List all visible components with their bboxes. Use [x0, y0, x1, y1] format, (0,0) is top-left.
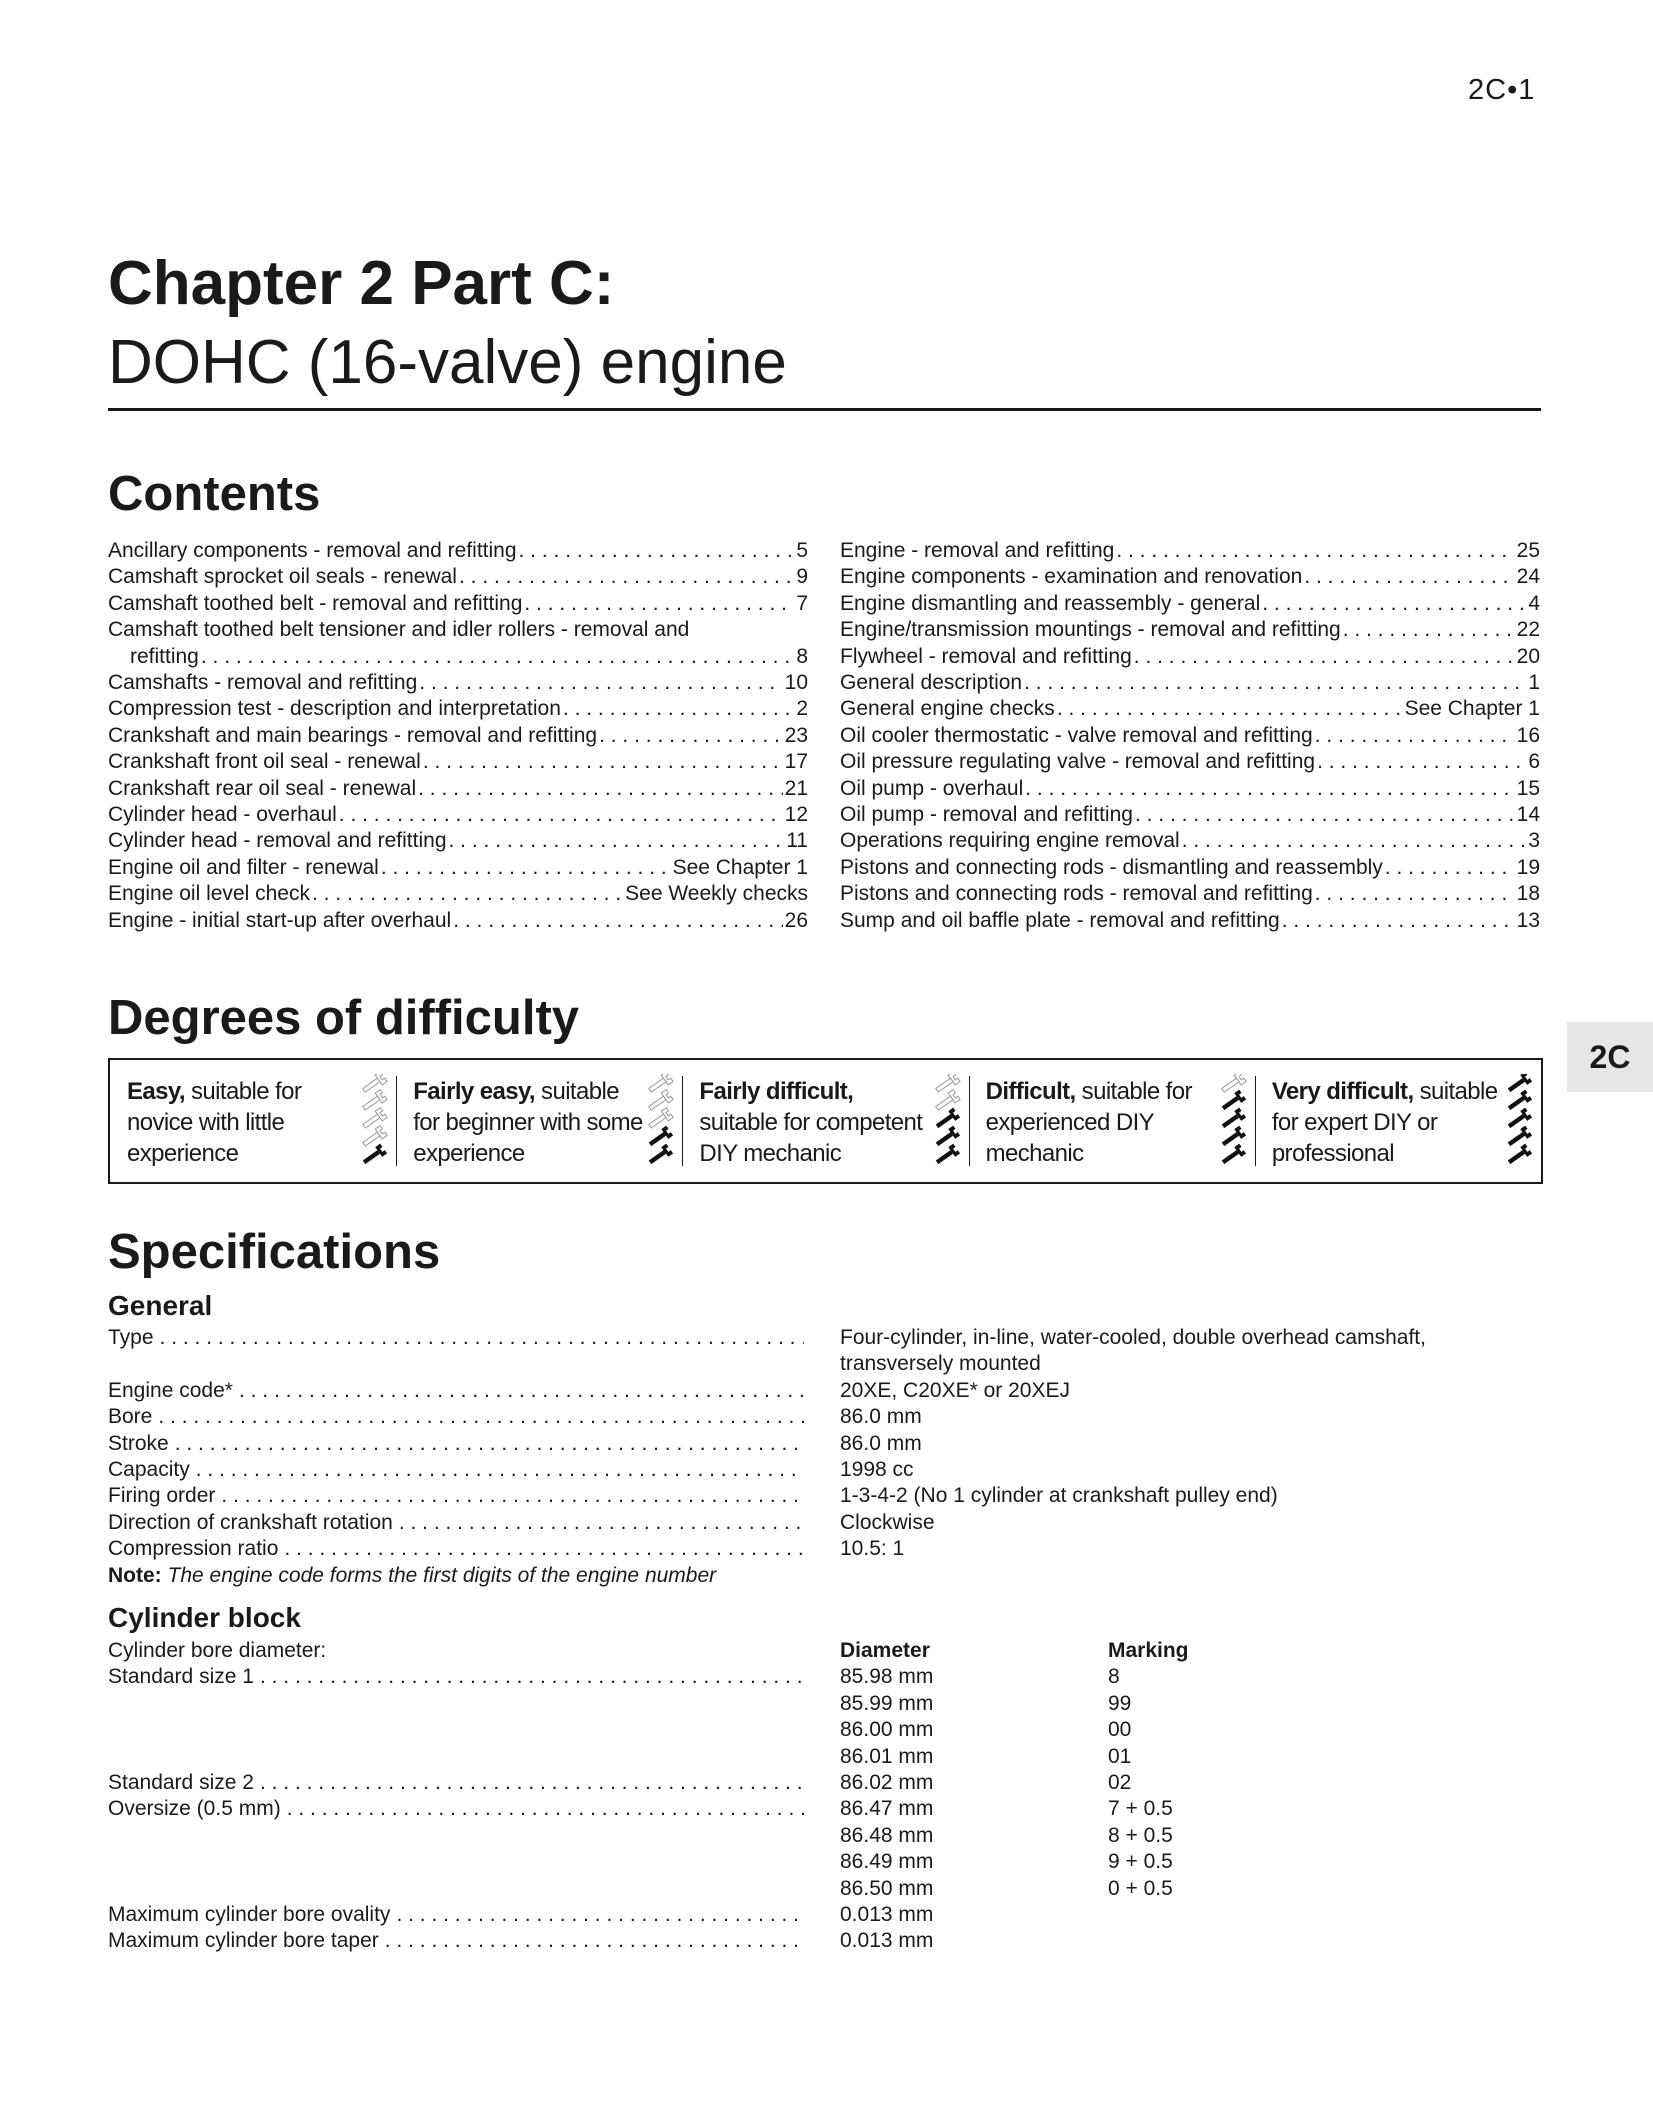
difficulty-level-name: Difficult, — [985, 1078, 1076, 1105]
spec-leader-dots — [284, 1536, 804, 1562]
difficulty-description — [127, 1076, 357, 1169]
toc-leader-dots — [453, 908, 782, 934]
bore-marking-value: 01 — [1108, 1744, 1132, 1768]
spec-value — [840, 1849, 1480, 1875]
toc-entry-title-cont: refitting — [130, 644, 199, 668]
spec-label-text: Firing order — [108, 1484, 216, 1508]
toc-entry-page: 6 — [1528, 750, 1540, 774]
toc-entry-title: Crankshaft front oil seal - renewal — [108, 750, 421, 774]
toc-entry-title: Compression test - description and interpretation — [108, 697, 561, 721]
bore-marking-value: 02 — [1108, 1771, 1132, 1795]
spanner-rating-icon — [644, 1074, 674, 1170]
contents-left-column — [108, 538, 808, 934]
bore-marking-value: 8 + 0.5 — [1108, 1823, 1173, 1847]
spec-label-text: Maximum cylinder bore taper — [108, 1929, 379, 1953]
spec-label-text: Maximum cylinder bore ovality — [108, 1903, 391, 1927]
toc-entry-page: 22 — [1516, 618, 1540, 642]
spanner-filled-icon — [1506, 1126, 1533, 1150]
toc-entry — [108, 776, 808, 802]
toc-leader-dots — [449, 828, 785, 854]
toc-leader-dots — [524, 591, 794, 617]
toc-leader-dots — [1343, 617, 1515, 643]
toc-leader-dots — [423, 749, 783, 775]
difficulty-level-name: Fairly easy, — [413, 1078, 535, 1105]
toc-leader-dots — [1385, 855, 1515, 881]
spec-label — [108, 1717, 808, 1743]
spec-label-text: Direction of crankshaft rotation — [108, 1510, 393, 1534]
toc-entry-title: Crankshaft and main bearings - removal and refitting — [108, 723, 598, 747]
difficulty-level-text: suitable for novice with little experience — [127, 1078, 302, 1167]
spec-leader-dots — [158, 1404, 804, 1430]
difficulty-level-text: suitable for competent DIY mechanic — [699, 1109, 923, 1167]
toc-leader-dots — [1315, 881, 1515, 907]
general-spec-list — [108, 1325, 1541, 1589]
spanner-outline-icon — [1219, 1074, 1246, 1095]
difficulty-description — [699, 1076, 929, 1169]
toc-entry-page: 18 — [1516, 882, 1540, 906]
spec-label — [108, 1325, 808, 1351]
bore-diameter-value: 86.02 mm — [840, 1771, 934, 1795]
spec-leader-dots — [260, 1770, 804, 1796]
spanner-filled-icon — [1506, 1090, 1533, 1114]
spanner-filled-icon — [933, 1108, 960, 1132]
spec-label — [108, 1378, 808, 1404]
difficulty-heading: Degrees of difficulty — [108, 991, 580, 1045]
spec-value — [840, 1928, 1480, 1954]
spanner-outline-icon — [933, 1074, 960, 1095]
toc-entry — [108, 538, 808, 564]
spanner-rating-icon — [931, 1074, 961, 1170]
bore-marking-value: 0 + 0.5 — [1108, 1876, 1173, 1900]
toc-entry-title: Pistons and connecting rods - removal and refitting — [840, 882, 1313, 906]
spec-label-empty — [108, 1351, 808, 1377]
toc-leader-dots — [1116, 538, 1514, 564]
spec-row-continuation — [108, 1351, 1541, 1377]
toc-entry-title: Oil pump - removal and refitting — [840, 803, 1133, 827]
spec-row — [108, 1378, 1541, 1404]
toc-entry — [840, 908, 1540, 934]
toc-leader-dots — [339, 802, 783, 828]
toc-entry — [840, 644, 1540, 670]
spec-value — [840, 1876, 1480, 1902]
toc-entry-title: Pistons and connecting rods - dismantling and reassembly — [840, 855, 1383, 879]
toc-entry-page: 25 — [1516, 539, 1540, 562]
difficulty-level-text: suitable for beginner with some experience — [413, 1078, 643, 1167]
spec-value — [840, 1691, 1480, 1717]
toc-leader-dots — [1024, 670, 1526, 696]
spanner-outline-icon — [647, 1074, 674, 1095]
toc-entry — [840, 564, 1540, 590]
toc-entry — [108, 749, 808, 775]
toc-entry-title: Flywheel - removal and refitting — [840, 644, 1132, 668]
spec-label-text: Capacity — [108, 1458, 190, 1482]
spec-label — [108, 1849, 808, 1875]
spanner-outline-icon — [933, 1090, 960, 1114]
spec-row — [108, 1823, 1541, 1849]
spanner-filled-icon — [1219, 1108, 1246, 1132]
toc-entry-title: Engine/transmission mountings - removal and refitting — [840, 618, 1341, 642]
spec-leader-dots — [196, 1457, 804, 1483]
difficulty-level-name: Fairly difficult, — [699, 1078, 854, 1105]
difficulty-level — [396, 1060, 682, 1182]
bore-diameter-value: 86.01 mm — [840, 1744, 934, 1768]
spanner-filled-icon — [933, 1144, 960, 1168]
toc-leader-dots — [201, 644, 794, 670]
spec-label — [108, 1431, 808, 1457]
spec-label-text: Oversize (0.5 mm) — [108, 1797, 281, 1821]
spec-leader-dots — [160, 1325, 804, 1351]
spec-row — [108, 1510, 1541, 1536]
bore-marking-value: 7 + 0.5 — [1108, 1797, 1173, 1821]
spec-label-text: Stroke — [108, 1431, 169, 1455]
toc-entry-page: 17 — [784, 750, 808, 774]
toc-leader-dots — [418, 776, 783, 802]
spec-label — [108, 1823, 808, 1849]
toc-entry-title: Camshaft sprocket oil seals - renewal — [108, 565, 457, 589]
cylinder-block-spec-list — [108, 1638, 1541, 1955]
difficulty-level — [1255, 1060, 1541, 1182]
spanner-filled-icon — [1219, 1144, 1246, 1168]
toc-entry-title: Operations requiring engine removal — [840, 829, 1180, 853]
toc-entry-title: Engine components - examination and renovation — [840, 565, 1303, 589]
spec-row — [108, 1928, 1541, 1954]
spec-label — [108, 1770, 808, 1796]
title-rule — [108, 408, 1541, 411]
toc-entry-title: Ancillary components - removal and refitting — [108, 539, 517, 562]
toc-entry-title: Oil pressure regulating valve - removal and refitting — [840, 750, 1316, 774]
note-text: The engine code forms the first digits of the engine number — [161, 1563, 717, 1587]
spec-value — [840, 1664, 1480, 1690]
toc-entry — [108, 802, 808, 828]
toc-entry — [108, 617, 808, 670]
toc-entry-page: See Weekly checks — [625, 882, 808, 906]
bore-marking-value: 99 — [1108, 1691, 1132, 1715]
toc-entry-title: Engine - initial start-up after overhaul — [108, 908, 452, 932]
toc-entry — [108, 564, 808, 590]
toc-leader-dots — [1025, 776, 1514, 802]
spec-label — [108, 1404, 808, 1430]
spec-value: Four-cylinder, in-line, water-cooled, double overhead camshaft, — [840, 1326, 1426, 1349]
spec-value: 86.0 mm — [840, 1431, 922, 1455]
toc-leader-dots — [599, 723, 783, 749]
toc-entry-title: Crankshaft rear oil seal - renewal — [108, 776, 417, 800]
bore-diameter-value: 86.49 mm — [840, 1850, 934, 1874]
contents-right-column — [840, 538, 1540, 934]
cylinder-block-heading: Cylinder block — [108, 1602, 301, 1633]
toc-entry-page: 5 — [796, 539, 808, 562]
toc-leader-dots — [459, 564, 794, 590]
toc-entry-page: 10 — [784, 671, 808, 695]
general-heading: General — [108, 1290, 213, 1321]
toc-entry — [840, 723, 1540, 749]
spec-row — [108, 1744, 1541, 1770]
toc-entry-title: Camshaft toothed belt - removal and refitting — [108, 591, 523, 615]
toc-leader-dots — [1317, 749, 1526, 775]
toc-entry — [108, 696, 808, 722]
spec-label-text: Engine code* — [108, 1378, 233, 1402]
spanner-outline-icon — [361, 1108, 388, 1132]
spec-leader-dots — [260, 1664, 804, 1690]
toc-leader-dots — [1315, 723, 1515, 749]
bore-diameter-value: 86.00 mm — [840, 1718, 934, 1742]
spanner-filled-icon — [1219, 1126, 1246, 1150]
spec-label — [108, 1928, 808, 1954]
toc-entry-title: Camshafts - removal and refitting — [108, 671, 418, 695]
spec-value — [840, 1823, 1480, 1849]
toc-leader-dots — [1304, 564, 1514, 590]
toc-entry-title: Oil pump - overhaul — [840, 776, 1024, 800]
spanner-outline-icon — [361, 1090, 388, 1114]
spanner-outline-icon — [647, 1090, 674, 1114]
bore-diameter-value: 86.48 mm — [840, 1823, 934, 1847]
column-headers — [840, 1638, 1480, 1664]
spanner-filled-icon — [1506, 1108, 1533, 1132]
toc-leader-dots — [1057, 696, 1403, 722]
toc-leader-dots — [1134, 644, 1515, 670]
spec-label — [108, 1536, 808, 1562]
toc-entry-page: 13 — [1516, 908, 1540, 932]
spec-row — [108, 1325, 1541, 1351]
spec-label — [108, 1744, 808, 1770]
spec-leader-dots — [221, 1483, 804, 1509]
spec-label-text: Bore — [108, 1405, 153, 1429]
toc-entry-page: 1 — [1528, 671, 1540, 695]
toc-entry — [840, 776, 1540, 802]
toc-entry — [840, 591, 1540, 617]
spec-label-text: Type — [108, 1326, 154, 1349]
toc-entry-page: 12 — [784, 803, 808, 827]
spec-row — [108, 1902, 1541, 1928]
toc-entry-title: Engine - removal and refitting — [840, 539, 1115, 562]
toc-entry-title: Engine oil and filter - renewal — [108, 855, 379, 879]
toc-entry-page: 21 — [784, 776, 808, 800]
spec-label — [108, 1691, 808, 1717]
spec-row — [108, 1483, 1541, 1509]
spec-leader-dots — [385, 1928, 804, 1954]
spec-value — [840, 1902, 1480, 1928]
spec-value: 86.0 mm — [840, 1405, 922, 1429]
toc-entry — [840, 881, 1540, 907]
bore-diameter-value: 0.013 mm — [840, 1929, 934, 1953]
bore-diameter-value: 86.47 mm — [840, 1797, 934, 1821]
toc-entry — [108, 670, 808, 696]
spec-value: 20XE, C20XE* or 20XEJ — [840, 1378, 1070, 1402]
difficulty-legend — [108, 1058, 1543, 1184]
toc-leader-dots — [563, 696, 794, 722]
difficulty-level — [110, 1060, 396, 1182]
spec-leader-dots — [287, 1796, 804, 1822]
spec-leader-dots — [399, 1510, 804, 1536]
bore-marking-value: 00 — [1108, 1718, 1132, 1742]
difficulty-level — [969, 1060, 1255, 1182]
spanner-filled-icon — [647, 1126, 674, 1150]
spanner-outline-icon — [647, 1108, 674, 1132]
bore-marking-value: 9 + 0.5 — [1108, 1850, 1173, 1874]
toc-entry — [108, 591, 808, 617]
toc-leader-dots — [381, 855, 671, 881]
toc-leader-dots — [312, 881, 623, 907]
spec-value — [840, 1770, 1480, 1796]
spec-value — [840, 1796, 1480, 1822]
toc-entry-page: 23 — [784, 723, 808, 747]
toc-entry-page: See Chapter 1 — [672, 855, 808, 879]
chapter-title: Chapter 2 Part C: — [108, 249, 615, 318]
spec-row — [108, 1664, 1541, 1690]
toc-entry — [840, 670, 1540, 696]
spec-header-row — [108, 1638, 1541, 1664]
spanner-outline-icon — [361, 1126, 388, 1150]
spec-row — [108, 1796, 1541, 1822]
toc-entry-title: Engine dismantling and reassembly - general — [840, 591, 1261, 615]
toc-entry — [840, 749, 1540, 775]
toc-entry-page: 4 — [1528, 591, 1540, 615]
spec-row — [108, 1717, 1541, 1743]
spec-leader-dots — [175, 1431, 804, 1457]
toc-entry-title: Engine oil level check — [108, 882, 310, 906]
spec-value — [840, 1744, 1480, 1770]
spec-row — [108, 1691, 1541, 1717]
toc-leader-dots — [1282, 908, 1515, 934]
diameter-column-header: Diameter — [840, 1639, 930, 1662]
toc-entry — [108, 855, 808, 881]
spec-label — [108, 1664, 808, 1690]
spec-row — [108, 1849, 1541, 1875]
spec-label — [108, 1457, 808, 1483]
spec-row — [108, 1404, 1541, 1430]
bore-diameter-value: 86.50 mm — [840, 1876, 934, 1900]
spec-label — [108, 1638, 808, 1664]
bore-diameter-value: 0.013 mm — [840, 1903, 934, 1927]
toc-entry-title: General description — [840, 671, 1023, 695]
spanner-rating-icon — [358, 1074, 388, 1170]
toc-leader-dots — [1182, 828, 1527, 854]
toc-entry-title: Oil cooler thermostatic - valve removal and refitting — [840, 723, 1313, 747]
spec-leader-dots — [239, 1378, 804, 1404]
toc-entry — [108, 881, 808, 907]
toc-entry-title: Cylinder head - overhaul — [108, 803, 337, 827]
difficulty-description — [986, 1076, 1216, 1169]
toc-entry — [840, 617, 1540, 643]
difficulty-level-name: Easy, — [127, 1078, 185, 1105]
spec-row — [108, 1770, 1541, 1796]
toc-entry — [840, 828, 1540, 854]
spec-row — [108, 1431, 1541, 1457]
toc-entry-page: 16 — [1516, 723, 1540, 747]
spec-label — [108, 1902, 808, 1928]
spanner-outline-icon — [361, 1074, 388, 1095]
toc-entry — [840, 696, 1540, 722]
spec-label-text: Standard size 2 — [108, 1771, 254, 1795]
spanner-rating-icon — [1217, 1074, 1247, 1170]
spanner-filled-icon — [933, 1126, 960, 1150]
spanner-filled-icon — [361, 1144, 388, 1168]
spec-note — [108, 1563, 1541, 1589]
spec-label — [108, 1510, 808, 1536]
spanner-filled-icon — [1219, 1090, 1246, 1114]
toc-entry — [840, 802, 1540, 828]
toc-entry-page: See Chapter 1 — [1404, 697, 1540, 721]
spec-row — [108, 1536, 1541, 1562]
toc-entry-page: 26 — [784, 908, 808, 932]
difficulty-level — [682, 1060, 968, 1182]
spec-value: Clockwise — [840, 1510, 935, 1534]
spec-value: 1-3-4-2 (No 1 cylinder at crankshaft pulley end) — [840, 1484, 1278, 1508]
toc-entry-page: 8 — [796, 644, 808, 668]
toc-entry — [108, 828, 808, 854]
toc-entry-page: 3 — [1528, 829, 1540, 853]
spec-value-continuation: transversely mounted — [840, 1352, 1041, 1376]
toc-leader-dots — [1262, 591, 1526, 617]
page-number: 2C•1 — [1468, 74, 1536, 106]
note-label: Note: — [108, 1563, 162, 1587]
spec-value: 1998 cc — [840, 1458, 914, 1482]
spanner-filled-icon — [1506, 1074, 1533, 1095]
bore-diameter-label: Cylinder bore diameter: — [108, 1639, 327, 1662]
toc-entry-page: 15 — [1516, 776, 1540, 800]
specifications-heading: Specifications — [108, 1225, 441, 1279]
toc-leader-dots — [419, 670, 782, 696]
chapter-subtitle: DOHC (16-valve) engine — [108, 328, 787, 397]
spec-label-text: Compression ratio — [108, 1537, 279, 1561]
toc-entry-title: Sump and oil baffle plate - removal and refitting — [840, 908, 1280, 932]
difficulty-description — [1272, 1076, 1502, 1169]
spec-row — [108, 1457, 1541, 1483]
toc-entry-page: 14 — [1516, 803, 1540, 827]
spec-value — [840, 1717, 1480, 1743]
toc-entry-page: 19 — [1516, 855, 1540, 879]
difficulty-description — [413, 1076, 643, 1169]
spanner-rating-icon — [1503, 1074, 1533, 1170]
toc-entry — [840, 538, 1540, 564]
toc-entry-page: 9 — [796, 565, 808, 589]
difficulty-level-name: Very difficult, — [1271, 1078, 1414, 1105]
chapter-side-tab: 2C — [1567, 1022, 1653, 1092]
spec-leader-dots — [396, 1902, 804, 1928]
difficulty-level-text: suitable for expert DIY or professional — [1271, 1078, 1498, 1167]
toc-entry-page: 2 — [796, 697, 808, 721]
bore-diameter-value: 85.98 mm — [840, 1665, 934, 1689]
spec-label — [108, 1483, 808, 1509]
spanner-filled-icon — [1506, 1144, 1533, 1168]
difficulty-level-text: suitable for experienced DIY mechanic — [985, 1078, 1192, 1167]
toc-leader-dots — [1135, 802, 1515, 828]
spec-row — [108, 1876, 1541, 1902]
bore-diameter-value: 85.99 mm — [840, 1691, 934, 1715]
toc-entry-title: Cylinder head - removal and refitting — [108, 829, 447, 853]
toc-entry-page: 7 — [796, 591, 808, 615]
spec-label-text: Standard size 1 — [108, 1665, 254, 1689]
toc-entry-page: 24 — [1516, 565, 1540, 589]
spec-label — [108, 1876, 808, 1902]
toc-entry-page: 11 — [786, 829, 808, 853]
toc-entry-title: Camshaft toothed belt tensioner and idler rollers - removal and — [108, 618, 690, 642]
toc-entry — [108, 908, 808, 934]
toc-entry-page: 20 — [1516, 644, 1540, 668]
spanner-filled-icon — [647, 1144, 674, 1168]
contents-heading: Contents — [108, 467, 321, 521]
toc-entry — [840, 855, 1540, 881]
spec-label — [108, 1796, 808, 1822]
bore-marking-value: 8 — [1108, 1665, 1120, 1689]
spec-value: 10.5: 1 — [840, 1537, 905, 1561]
marking-column-header: Marking — [1108, 1639, 1189, 1662]
toc-entry-title: General engine checks — [840, 697, 1055, 721]
toc-leader-dots — [519, 538, 795, 564]
toc-entry — [108, 723, 808, 749]
toc-entry-continuation — [108, 644, 808, 670]
